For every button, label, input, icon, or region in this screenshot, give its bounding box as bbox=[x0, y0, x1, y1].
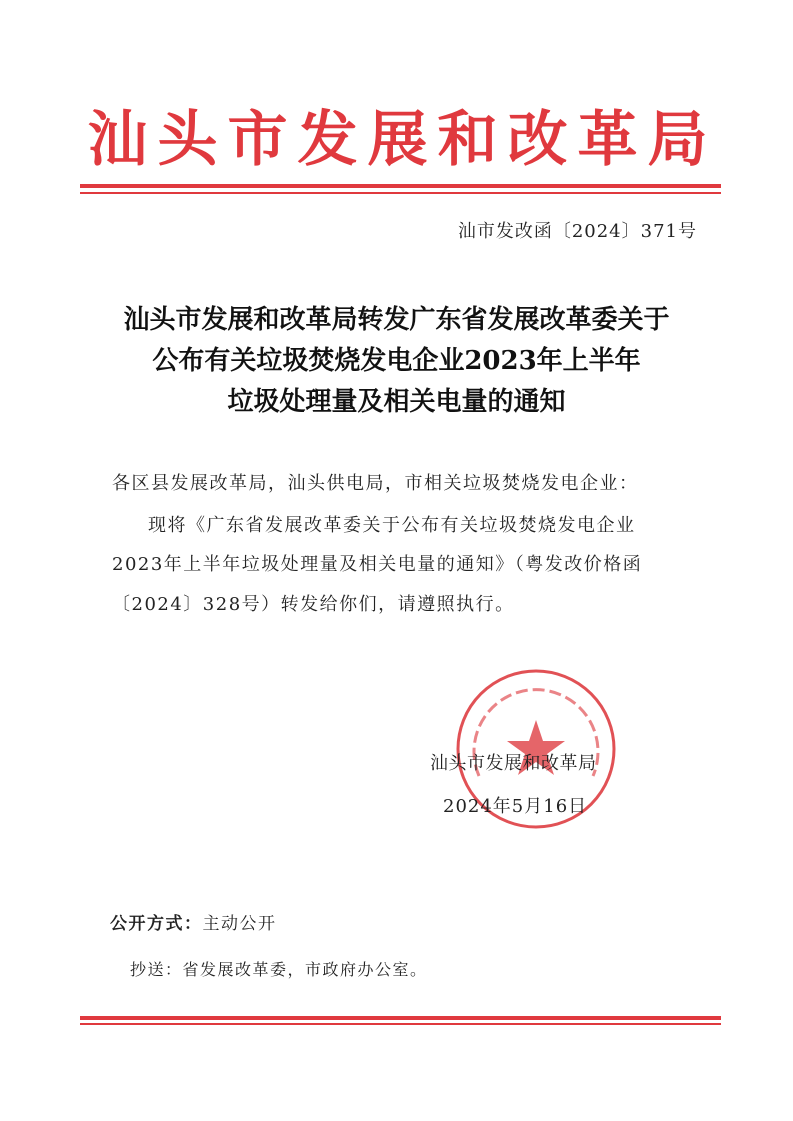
disclosure-value: 主动公开 bbox=[202, 914, 277, 934]
issuing-organization-header: 汕头市发展和改革局 bbox=[87, 105, 718, 175]
bottom-divider-thick bbox=[80, 1016, 721, 1020]
signature-org: 汕头市发展和改革局 bbox=[430, 753, 597, 774]
disclosure-label: 公开方式： bbox=[110, 914, 203, 934]
body-line-3: 〔2024〕328号）转发给你们，请遵照执行。 bbox=[112, 594, 515, 615]
recipients: 各区县发展改革局，汕头供电局，市相关垃圾焚烧发电企业： bbox=[112, 473, 639, 494]
red-divider-thin bbox=[80, 192, 721, 194]
signature-date: 2024年5月16日 bbox=[443, 796, 588, 817]
title-line-1: 汕头市发展和改革局转发广东省发展改革委关于 bbox=[123, 305, 670, 335]
bottom-divider-thin bbox=[80, 1023, 721, 1025]
body-line-2: 2023年上半年垃圾处理量及相关电量的通知》（粤发改价格函 bbox=[112, 554, 643, 575]
title-line-3: 垃圾处理量及相关电量的通知 bbox=[227, 387, 566, 417]
disclosure bbox=[110, 912, 277, 936]
cc-list: 抄送：省发展改革委，市政府办公室。 bbox=[130, 960, 428, 979]
body-line-1: 现将《广东省发展改革委关于公布有关垃圾焚烧发电企业 bbox=[148, 515, 636, 536]
title-line-2: 公布有关垃圾焚烧发电企业2023年上半年 bbox=[152, 346, 641, 376]
red-divider-thick bbox=[80, 184, 721, 188]
document-number: 汕市发改函〔2024〕371号 bbox=[457, 221, 697, 242]
